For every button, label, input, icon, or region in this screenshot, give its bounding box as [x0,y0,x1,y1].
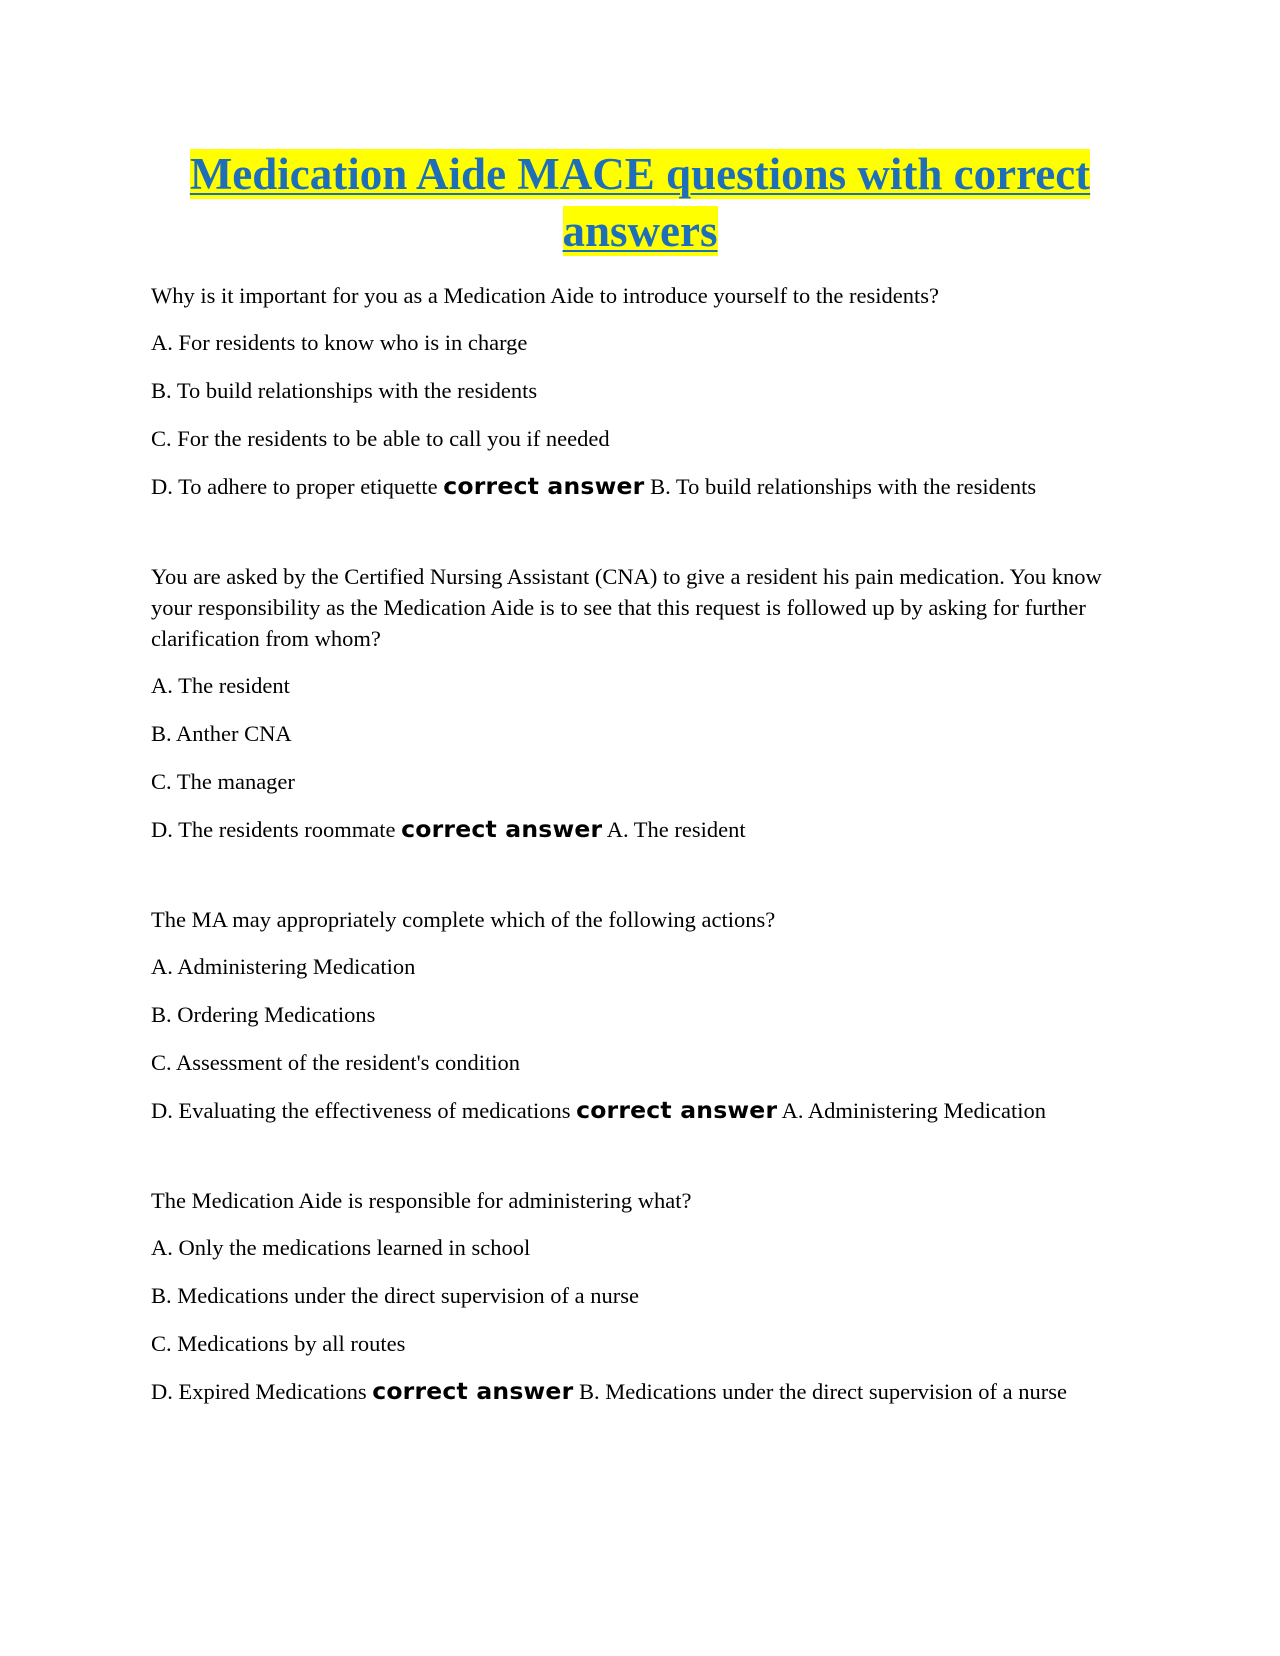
option-a: A. Only the medications learned in school [151,1235,531,1260]
option-b: B. Medications under the direct supervision of a nurse [151,1283,640,1308]
option-d: D. To adhere to proper etiquette [151,474,438,499]
option-d-line [151,1376,1131,1407]
question-stem: Why is it important for you as a Medication Aide to introduce yourself to the residents? [151,283,939,308]
correct-answer-value: A. Administering Medication [781,1098,1046,1123]
option-b: B. Anther CNA [151,721,292,746]
question-stem: The Medication Aide is responsible for administering what? [151,1188,692,1213]
correct-answer-value: B. Medications under the direct supervision of a nurse [578,1379,1067,1404]
option-b: B. Ordering Medications [151,1002,376,1027]
option-c: C. Medications by all routes [151,1331,406,1356]
page-title [150,146,1130,260]
option-d: D. Evaluating the effectiveness of medications [151,1098,571,1123]
question-2 [151,561,1131,845]
question-list [151,280,1131,1407]
option-d-line [151,814,1131,845]
option-a: A. Administering Medication [151,954,416,979]
correct-answer-value: A. The resident [606,817,746,842]
question-3 [151,904,1131,1126]
correct-answer-label: correct answer [443,472,645,500]
page-title-text: Medication Aide MACE questions with correct answers [189,149,1091,256]
option-b: B. To build relationships with the residents [151,378,538,403]
option-d-line [151,1095,1131,1126]
correct-answer-value: B. To build relationships with the residents [650,474,1037,499]
question-4 [151,1185,1131,1407]
question-stem: You are asked by the Certified Nursing Assistant (CNA) to give a resident his pain medication. You know your responsibility as the Medication Aide is to see that this request is followed up by asking for further clarification from whom? [151,564,1102,651]
question-1 [151,280,1131,502]
option-c: C. Assessment of the resident's condition [151,1050,521,1075]
option-a: A. The resident [151,673,290,698]
option-d-line [151,471,1131,502]
option-c: C. For the residents to be able to call you if needed [151,426,610,451]
option-d: D. Expired Medications [151,1379,367,1404]
correct-answer-label: correct answer [576,1096,778,1124]
correct-answer-label: correct answer [401,815,603,843]
question-stem: The MA may appropriately complete which of the following actions? [151,907,776,932]
option-d: D. The residents roommate [151,817,396,842]
option-c: C. The manager [151,769,295,794]
option-a: A. For residents to know who is in charge [151,330,528,355]
correct-answer-label: correct answer [372,1377,574,1405]
